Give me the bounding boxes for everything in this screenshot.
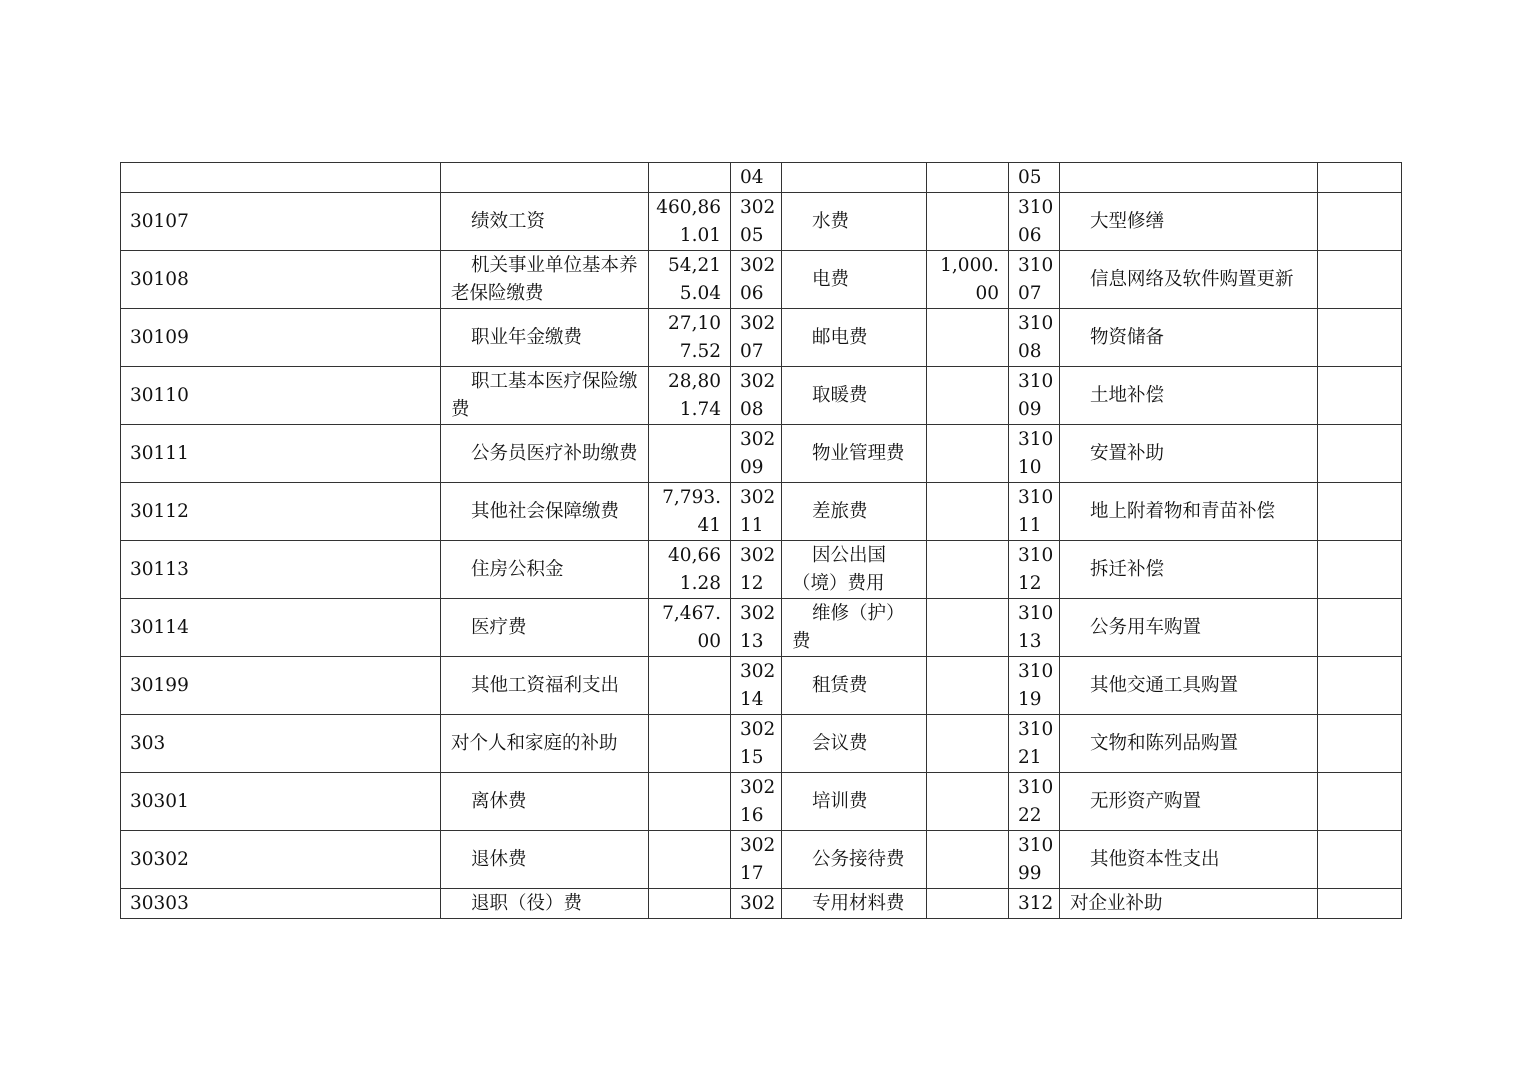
goods-services-name-cell: 因公出国（境）费用	[782, 541, 927, 599]
capital-amount-cell	[1318, 425, 1402, 483]
econ-name-cell: 对个人和家庭的补助	[441, 715, 649, 773]
goods-services-code-cell: 30212	[731, 541, 782, 599]
econ-name-cell: 绩效工资	[441, 193, 649, 251]
capital-amount-cell	[1318, 715, 1402, 773]
econ-name-cell: 退职（役）费	[441, 889, 649, 919]
capital-code-cell: 31008	[1009, 309, 1060, 367]
econ-name-cell: 职工基本医疗保险缴费	[441, 367, 649, 425]
econ-code-cell: 30302	[121, 831, 441, 889]
capital-name-cell: 无形资产购置	[1060, 773, 1318, 831]
capital-name-cell: 地上附着物和青苗补偿	[1060, 483, 1318, 541]
econ-name-cell: 其他社会保障缴费	[441, 483, 649, 541]
table-row	[121, 541, 1402, 599]
econ-code-cell: 303	[121, 715, 441, 773]
capital-name-cell: 文物和陈列品购置	[1060, 715, 1318, 773]
capital-amount-cell	[1318, 309, 1402, 367]
capital-code-cell: 312	[1009, 889, 1060, 919]
capital-code-cell: 31021	[1009, 715, 1060, 773]
budget-expenditure-table-page	[120, 162, 1401, 919]
goods-services-amount-cell	[927, 889, 1009, 919]
capital-code-cell: 31011	[1009, 483, 1060, 541]
goods-services-name-cell: 会议费	[782, 715, 927, 773]
goods-services-name-cell: 租赁费	[782, 657, 927, 715]
goods-services-amount-cell	[927, 483, 1009, 541]
goods-services-code-cell: 30214	[731, 657, 782, 715]
amount-cell	[649, 163, 731, 193]
capital-amount-cell	[1318, 831, 1402, 889]
econ-code-cell: 30114	[121, 599, 441, 657]
amount-cell	[649, 715, 731, 773]
goods-services-amount-cell	[927, 831, 1009, 889]
econ-code-cell: 30109	[121, 309, 441, 367]
goods-services-name-cell: 电费	[782, 251, 927, 309]
goods-services-code-cell: 30207	[731, 309, 782, 367]
econ-code-cell	[121, 163, 441, 193]
capital-name-cell: 公务用车购置	[1060, 599, 1318, 657]
amount-cell	[649, 773, 731, 831]
amount-cell	[649, 657, 731, 715]
table-row	[121, 889, 1402, 919]
amount-cell	[649, 889, 731, 919]
capital-name-cell: 拆迁补偿	[1060, 541, 1318, 599]
capital-code-cell: 31007	[1009, 251, 1060, 309]
capital-name-cell: 其他资本性支出	[1060, 831, 1318, 889]
table-row	[121, 773, 1402, 831]
capital-amount-cell	[1318, 889, 1402, 919]
goods-services-amount-cell	[927, 425, 1009, 483]
goods-services-code-cell: 04	[731, 163, 782, 193]
econ-name-cell: 公务员医疗补助缴费	[441, 425, 649, 483]
goods-services-code-cell: 30217	[731, 831, 782, 889]
capital-amount-cell	[1318, 599, 1402, 657]
table-row	[121, 715, 1402, 773]
goods-services-amount-cell	[927, 309, 1009, 367]
goods-services-amount-cell	[927, 163, 1009, 193]
capital-code-cell: 05	[1009, 163, 1060, 193]
goods-services-name-cell	[782, 163, 927, 193]
econ-code-cell: 30107	[121, 193, 441, 251]
table-row	[121, 483, 1402, 541]
table-row	[121, 367, 1402, 425]
table-row	[121, 193, 1402, 251]
capital-name-cell: 土地补偿	[1060, 367, 1318, 425]
goods-services-amount-cell	[927, 367, 1009, 425]
capital-amount-cell	[1318, 773, 1402, 831]
capital-amount-cell	[1318, 541, 1402, 599]
goods-services-code-cell: 30213	[731, 599, 782, 657]
econ-name-cell: 机关事业单位基本养老保险缴费	[441, 251, 649, 309]
econ-name-cell: 退休费	[441, 831, 649, 889]
capital-code-cell: 31006	[1009, 193, 1060, 251]
goods-services-name-cell: 差旅费	[782, 483, 927, 541]
goods-services-name-cell: 公务接待费	[782, 831, 927, 889]
econ-code-cell: 30301	[121, 773, 441, 831]
table-row	[121, 163, 1402, 193]
capital-amount-cell	[1318, 163, 1402, 193]
econ-name-cell: 医疗费	[441, 599, 649, 657]
econ-code-cell: 30113	[121, 541, 441, 599]
goods-services-amount-cell	[927, 193, 1009, 251]
capital-amount-cell	[1318, 657, 1402, 715]
capital-name-cell: 其他交通工具购置	[1060, 657, 1318, 715]
goods-services-amount-cell: 1,000.00	[927, 251, 1009, 309]
table-row	[121, 425, 1402, 483]
capital-name-cell: 信息网络及软件购置更新	[1060, 251, 1318, 309]
goods-services-code-cell: 30216	[731, 773, 782, 831]
econ-code-cell: 30111	[121, 425, 441, 483]
econ-code-cell: 30108	[121, 251, 441, 309]
table-row	[121, 309, 1402, 367]
amount-cell	[649, 831, 731, 889]
capital-name-cell: 对企业补助	[1060, 889, 1318, 919]
econ-name-cell	[441, 163, 649, 193]
goods-services-name-cell: 取暖费	[782, 367, 927, 425]
goods-services-code-cell: 30205	[731, 193, 782, 251]
goods-services-code-cell: 30211	[731, 483, 782, 541]
expenditure-classification-table	[120, 162, 1402, 919]
econ-code-cell: 30199	[121, 657, 441, 715]
capital-amount-cell	[1318, 251, 1402, 309]
econ-code-cell: 30110	[121, 367, 441, 425]
goods-services-code-cell: 30215	[731, 715, 782, 773]
table-row	[121, 657, 1402, 715]
amount-cell: 460,861.01	[649, 193, 731, 251]
econ-name-cell: 离休费	[441, 773, 649, 831]
goods-services-code-cell: 30209	[731, 425, 782, 483]
capital-code-cell: 31009	[1009, 367, 1060, 425]
goods-services-amount-cell	[927, 599, 1009, 657]
capital-name-cell: 大型修缮	[1060, 193, 1318, 251]
goods-services-amount-cell	[927, 773, 1009, 831]
goods-services-amount-cell	[927, 715, 1009, 773]
table-row	[121, 599, 1402, 657]
amount-cell: 7,793.41	[649, 483, 731, 541]
capital-name-cell: 物资储备	[1060, 309, 1318, 367]
goods-services-code-cell: 302	[731, 889, 782, 919]
goods-services-name-cell: 物业管理费	[782, 425, 927, 483]
econ-name-cell: 住房公积金	[441, 541, 649, 599]
goods-services-amount-cell	[927, 541, 1009, 599]
capital-name-cell	[1060, 163, 1318, 193]
econ-name-cell: 其他工资福利支出	[441, 657, 649, 715]
capital-amount-cell	[1318, 483, 1402, 541]
table-row	[121, 251, 1402, 309]
capital-code-cell: 31019	[1009, 657, 1060, 715]
capital-code-cell: 31012	[1009, 541, 1060, 599]
goods-services-name-cell: 邮电费	[782, 309, 927, 367]
goods-services-name-cell: 培训费	[782, 773, 927, 831]
goods-services-amount-cell	[927, 657, 1009, 715]
amount-cell	[649, 425, 731, 483]
capital-code-cell: 31013	[1009, 599, 1060, 657]
goods-services-name-cell: 水费	[782, 193, 927, 251]
goods-services-name-cell: 维修（护）费	[782, 599, 927, 657]
econ-code-cell: 30303	[121, 889, 441, 919]
amount-cell: 7,467.00	[649, 599, 731, 657]
amount-cell: 28,801.74	[649, 367, 731, 425]
amount-cell: 40,661.28	[649, 541, 731, 599]
econ-code-cell: 30112	[121, 483, 441, 541]
capital-name-cell: 安置补助	[1060, 425, 1318, 483]
goods-services-name-cell: 专用材料费	[782, 889, 927, 919]
amount-cell: 27,107.52	[649, 309, 731, 367]
capital-code-cell: 31022	[1009, 773, 1060, 831]
goods-services-code-cell: 30208	[731, 367, 782, 425]
table-row	[121, 831, 1402, 889]
amount-cell: 54,215.04	[649, 251, 731, 309]
capital-amount-cell	[1318, 193, 1402, 251]
econ-name-cell: 职业年金缴费	[441, 309, 649, 367]
capital-code-cell: 31010	[1009, 425, 1060, 483]
goods-services-code-cell: 30206	[731, 251, 782, 309]
capital-amount-cell	[1318, 367, 1402, 425]
capital-code-cell: 31099	[1009, 831, 1060, 889]
